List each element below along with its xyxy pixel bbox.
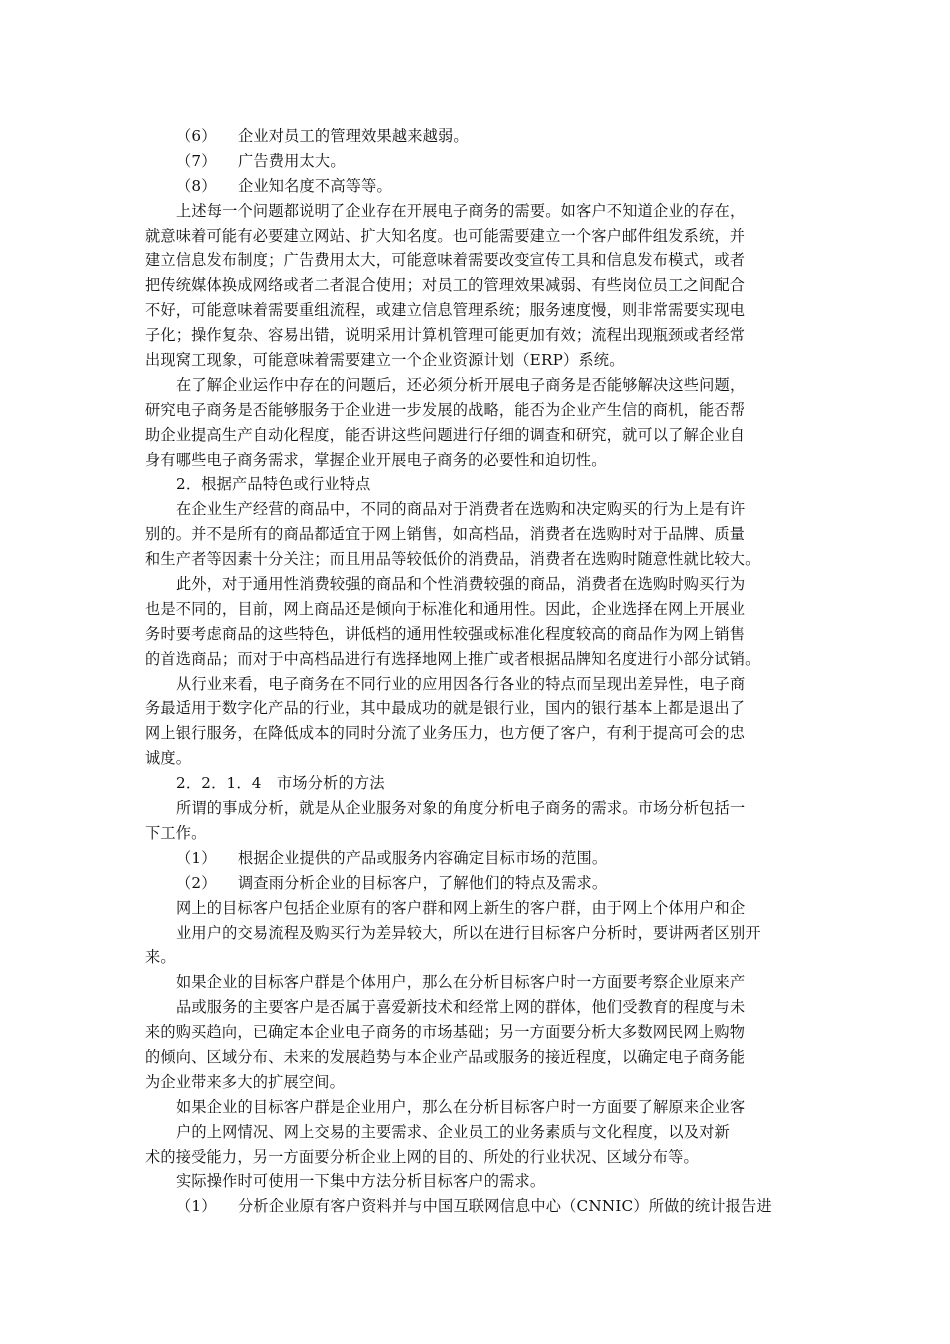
- paragraph-text: 下工作。: [145, 823, 207, 842]
- list-item-text: 根据企业提供的产品或服务内容确定目标市场的范围。: [238, 848, 608, 867]
- paragraph-text: 如果企业的目标客户群是企业用户，那么在分析目标客户时一方面要了解原来企业客: [176, 1097, 746, 1116]
- text-line: [145, 398, 805, 423]
- paragraph-text: 诚度。: [145, 749, 192, 768]
- text-line: [145, 721, 805, 746]
- paragraph-text: 来。: [145, 948, 176, 967]
- text-line: [145, 1145, 805, 1170]
- paragraph-text: 在了解企业运作中存在的问题后，还必须分析开展电子商务是否能够解决这些问题，: [176, 375, 746, 394]
- list-item-text: 分析企业原有客户资料并与中国互联网信息中心（CNNIC）所做的统计报告进: [238, 1197, 772, 1216]
- text-line: [145, 174, 805, 199]
- paragraph-text: 从行业来看，电子商务在不同行业的应用因各行各业的特点而呈现出差异性，电子商: [176, 674, 746, 693]
- list-item-text: 企业对员工的管理效果越来越弱。: [238, 127, 469, 145]
- text-line: [145, 423, 805, 448]
- text-line: [145, 1070, 805, 1095]
- paragraph-text: 的倾向、区域分布、未来的发展趋势与本企业产品或服务的接近程度，以确定电子商务能: [145, 1047, 746, 1066]
- text-line: [145, 1120, 805, 1145]
- text-line: [145, 896, 805, 921]
- text-line: [145, 497, 805, 522]
- paragraph-text: 就意味着可能有必要建立网站、扩大知名度。也可能需要建立一个客户邮件组发系统，并: [145, 226, 746, 245]
- text-line: [145, 224, 805, 249]
- paragraph-text: 把传统媒体换成网络或者二者混合使用；对员工的管理效果减弱、有些岗位员工之间配合: [145, 276, 746, 295]
- text-line: [145, 995, 805, 1020]
- paragraph-text: 的首选商品；而对于中高档品进行有选择地网上推广或者根据品牌知名度进行小部分试销。: [145, 649, 761, 668]
- document-body: [145, 124, 805, 1219]
- text-line: [145, 124, 805, 149]
- paragraph-text: 业用户的交易流程及购买行为差异较大，所以在进行目标客户分析时，要讲两者区别开: [176, 923, 761, 942]
- text-line: [145, 647, 805, 672]
- text-line: [145, 672, 805, 697]
- paragraph-text: 也是不同的，目前，网上商品还是倾向于标准化和通用性。因此，企业选择在网上开展业: [145, 599, 746, 618]
- text-line: [145, 746, 805, 771]
- text-line: [145, 1020, 805, 1045]
- paragraph-text: 助企业提高生产自动化程度，能否讲这些问题进行仔细的调查和研究，就可以了解企业自: [145, 425, 746, 444]
- paragraph-text: 身有哪些电子商务需求，掌握企业开展电子商务的必要性和迫切性。: [145, 450, 607, 469]
- text-line: [145, 771, 805, 796]
- paragraph-text: 上述每一个问题都说明了企业存在开展电子商务的需要。如客户不知道企业的存在，: [176, 201, 746, 220]
- paragraph-text: 网上银行服务，在降低成本的同时分流了业务压力，也方便了客户，有利于提高可会的忠: [145, 724, 746, 743]
- text-line: [145, 597, 805, 622]
- list-number: （1）: [176, 1197, 217, 1216]
- list-number: （6）: [176, 127, 217, 145]
- paragraph-text: 务时要考虑商品的这些特色，讲低档的通用性较强或标准化程度较高的商品作为网上销售: [145, 624, 746, 643]
- text-line: [145, 448, 805, 473]
- text-line: [145, 149, 805, 174]
- text-line: [145, 796, 805, 821]
- text-line: [145, 871, 805, 896]
- text-line: [145, 199, 805, 224]
- text-line: [145, 622, 805, 647]
- list-number: （8）: [176, 176, 217, 195]
- paragraph-text: 品或服务的主要客户是否属于喜爱新技术和经常上网的群体，他们受教育的程度与未: [176, 998, 746, 1017]
- paragraph-text: 术的接受能力，另一方面要分析企业上网的目的、所处的行业状况、区域分布等。: [145, 1147, 699, 1166]
- text-line: [145, 248, 805, 273]
- text-line: [145, 921, 805, 946]
- text-line: [145, 696, 805, 721]
- paragraph-text: 来的购买趋向，已确定本企业电子商务的市场基础；另一方面要分析大多数网民网上购物: [145, 1023, 746, 1042]
- text-line: [145, 298, 805, 323]
- paragraph-text: 2．2．1．4 市场分析的方法: [176, 774, 385, 793]
- text-line: [145, 821, 805, 846]
- paragraph-text: 所谓的事成分析，就是从企业服务对象的角度分析电子商务的需求。市场分析包括一: [176, 799, 746, 818]
- paragraph-text: 建立信息发布制度；广告费用太大，可能意味着需要改变宣传工具和信息发布模式，或者: [145, 251, 746, 270]
- text-line: [145, 323, 805, 348]
- list-number: （1）: [176, 848, 217, 867]
- text-line: [145, 273, 805, 298]
- paragraph-text: 务最适用于数字化产品的行业，其中最成功的就是银行业，国内的银行基本上都是退出了: [145, 699, 746, 718]
- text-line: [145, 1095, 805, 1120]
- list-number: （2）: [176, 873, 217, 892]
- text-line: [145, 522, 805, 547]
- list-item-text: 调查雨分析企业的目标客户，了解他们的特点及需求。: [238, 873, 608, 892]
- paragraph-text: 子化；操作复杂、容易出错，说明采用计算机管理可能更加有效；流程出现瓶颈或者经常: [145, 326, 746, 345]
- text-line: [145, 1194, 805, 1219]
- text-line: [145, 547, 805, 572]
- paragraph-text: 出现窝工现象，可能意味着需要建立一个企业资源计划（ERP）系统。: [145, 351, 625, 370]
- paragraph-text: 为企业带来多大的扩展空间。: [145, 1072, 346, 1091]
- text-line: [145, 373, 805, 398]
- text-line: [145, 846, 805, 871]
- paragraph-text: 如果企业的目标客户群是个体用户，那么在分析目标客户时一方面要考察企业原来产: [176, 973, 746, 992]
- paragraph-text: 在企业生产经营的商品中，不同的商品对于消费者在选购和决定购买的行为上是有许: [176, 500, 746, 519]
- text-line: [145, 1045, 805, 1070]
- paragraph-text: 研究电子商务是否能够服务于企业进一步发展的战略，能否为企业产生信的商机，能否帮: [145, 400, 746, 419]
- paragraph-text: 实际操作时可使用一下集中方法分析目标客户的需求。: [176, 1172, 546, 1191]
- paragraph-text: 网上的目标客户包括企业原有的客户群和网上新生的客户群，由于网上个体用户和企: [176, 898, 746, 917]
- paragraph-text: 别的。并不是所有的商品都适宜于网上销售，如高档品，消费者在选购时对于品牌、质量: [145, 525, 746, 544]
- paragraph-text: 2．根据产品特色或行业特点: [176, 475, 371, 494]
- list-item-text: 广告费用太大。: [238, 151, 346, 170]
- paragraph-text: 不好，可能意味着需要重组流程，或建立信息管理系统；服务速度慢，则非常需要实现电: [145, 301, 746, 320]
- list-number: （7）: [176, 151, 217, 170]
- paragraph-text: 和生产者等因素十分关注；而且用品等较低价的消费品，消费者在选购时随意性就比较大。: [145, 550, 761, 569]
- text-line: [145, 970, 805, 995]
- text-line: [145, 945, 805, 970]
- list-item-text: 企业知名度不高等等。: [238, 176, 392, 195]
- paragraph-text: 户的上网情况、网上交易的主要需求、企业员工的业务素质与文化程度，以及对新: [176, 1122, 730, 1141]
- text-line: [145, 348, 805, 373]
- text-line: [145, 472, 805, 497]
- text-line: [145, 1169, 805, 1194]
- paragraph-text: 此外，对于通用性消费较强的商品和个性消费较强的商品，消费者在选购时购买行为: [176, 575, 746, 594]
- text-line: [145, 572, 805, 597]
